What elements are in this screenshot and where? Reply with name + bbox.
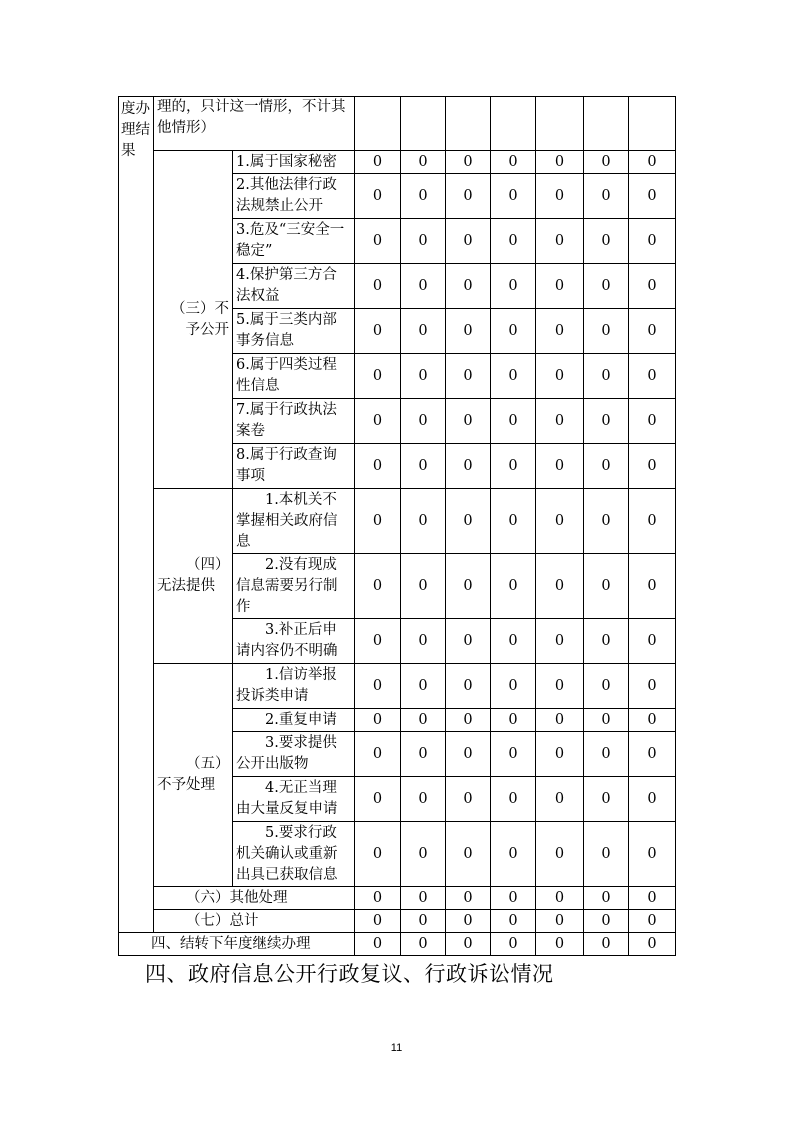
value-cell: 0: [491, 219, 536, 264]
value-cell: 0: [584, 444, 629, 489]
value-cell: 0: [536, 664, 584, 709]
value-cell: 0: [584, 664, 629, 709]
table-cell: [401, 97, 446, 151]
value-cell: 0: [536, 933, 584, 956]
table-cell: [355, 97, 401, 151]
value-cell: 0: [491, 732, 536, 777]
value-cell: 0: [584, 399, 629, 444]
row-label: 1.信访举报投诉类申请: [233, 664, 355, 709]
value-cell: 0: [629, 554, 676, 619]
value-cell: 0: [401, 399, 446, 444]
value-cell: 0: [584, 554, 629, 619]
value-cell: 0: [401, 354, 446, 399]
value-cell: 0: [446, 354, 491, 399]
table-row: [119, 910, 676, 933]
value-cell: 0: [355, 444, 401, 489]
value-cell: 0: [446, 709, 491, 732]
value-cell: 0: [401, 933, 446, 956]
value-cell: 0: [355, 151, 401, 174]
value-cell: 0: [629, 174, 676, 219]
value-cell: 0: [355, 554, 401, 619]
value-cell: 0: [446, 444, 491, 489]
value-cell: 0: [401, 151, 446, 174]
value-cell: 0: [629, 619, 676, 664]
row-label: 1.属于国家秘密: [233, 151, 355, 174]
value-cell: 0: [401, 732, 446, 777]
value-cell: 0: [446, 619, 491, 664]
row-label: 2.没有现成信息需要另行制作: [233, 554, 355, 619]
value-cell: 0: [629, 664, 676, 709]
value-cell: 0: [629, 732, 676, 777]
value-cell: 0: [355, 732, 401, 777]
value-cell: 0: [536, 554, 584, 619]
value-cell: 0: [491, 309, 536, 354]
value-cell: 0: [536, 264, 584, 309]
row-label: 2.重复申请: [233, 709, 355, 732]
value-cell: 0: [355, 174, 401, 219]
value-cell: 0: [629, 910, 676, 933]
value-cell: 0: [401, 822, 446, 887]
table-row: [119, 664, 676, 709]
table-cell: [629, 97, 676, 151]
value-cell: 0: [584, 910, 629, 933]
value-cell: 0: [355, 309, 401, 354]
row-label: 1.本机关不掌握相关政府信息: [233, 489, 355, 554]
row-label: 5.属于三类内部事务信息: [233, 309, 355, 354]
value-cell: 0: [401, 309, 446, 354]
value-cell: 0: [491, 399, 536, 444]
value-cell: 0: [401, 444, 446, 489]
value-cell: 0: [446, 887, 491, 910]
value-cell: 0: [536, 822, 584, 887]
value-cell: 0: [491, 822, 536, 887]
value-cell: 0: [401, 910, 446, 933]
value-cell: 0: [355, 709, 401, 732]
value-cell: 0: [446, 264, 491, 309]
value-cell: 0: [536, 444, 584, 489]
value-cell: 0: [401, 619, 446, 664]
value-cell: 0: [629, 822, 676, 887]
row-label: 3.危及“三安全一稳定”: [233, 219, 355, 264]
group-label: （五）不予处理: [154, 664, 233, 887]
value-cell: 0: [536, 732, 584, 777]
value-cell: 0: [536, 887, 584, 910]
value-cell: 0: [629, 219, 676, 264]
value-cell: 0: [584, 151, 629, 174]
row-label: （七）总计: [154, 910, 355, 933]
value-cell: 0: [536, 219, 584, 264]
value-cell: 0: [491, 709, 536, 732]
page-number: 11: [390, 1042, 403, 1054]
value-cell: 0: [491, 777, 536, 822]
value-cell: 0: [584, 822, 629, 887]
value-cell: 0: [536, 399, 584, 444]
value-cell: 0: [584, 732, 629, 777]
value-cell: 0: [446, 174, 491, 219]
value-cell: 0: [355, 354, 401, 399]
value-cell: 0: [401, 554, 446, 619]
value-cell: 0: [491, 933, 536, 956]
table-row: [119, 151, 676, 174]
value-cell: 0: [629, 309, 676, 354]
value-cell: 0: [446, 309, 491, 354]
value-cell: 0: [491, 489, 536, 554]
row-label: 2.其他法律行政法规禁止公开: [233, 174, 355, 219]
value-cell: 0: [491, 887, 536, 910]
value-cell: 0: [446, 777, 491, 822]
value-cell: 0: [629, 444, 676, 489]
value-cell: 0: [401, 264, 446, 309]
value-cell: 0: [446, 554, 491, 619]
table-row: [119, 489, 676, 554]
table-cell: [536, 97, 584, 151]
value-cell: 0: [629, 777, 676, 822]
value-cell: 0: [446, 151, 491, 174]
value-cell: 0: [536, 619, 584, 664]
row-label: 3.要求提供公开出版物: [233, 732, 355, 777]
value-cell: 0: [491, 264, 536, 309]
statistics-table: [118, 96, 676, 956]
value-cell: 0: [355, 664, 401, 709]
value-cell: 0: [584, 777, 629, 822]
table-cell: [446, 97, 491, 151]
value-cell: 0: [446, 910, 491, 933]
value-cell: 0: [536, 777, 584, 822]
value-cell: 0: [536, 151, 584, 174]
value-cell: 0: [446, 489, 491, 554]
value-cell: 0: [584, 887, 629, 910]
value-cell: 0: [355, 822, 401, 887]
value-cell: 0: [401, 887, 446, 910]
table-cell: [491, 97, 536, 151]
value-cell: 0: [629, 354, 676, 399]
row-label: 四、结转下年度继续办理: [119, 933, 355, 956]
value-cell: 0: [491, 151, 536, 174]
value-cell: 0: [491, 444, 536, 489]
value-cell: 0: [491, 174, 536, 219]
value-cell: 0: [536, 709, 584, 732]
value-cell: 0: [355, 619, 401, 664]
table-row: [119, 933, 676, 956]
row-label: （六）其他处理: [154, 887, 355, 910]
value-cell: 0: [401, 489, 446, 554]
continuation-label: 理的，只计这一情形，不计其他情形）: [154, 97, 355, 151]
value-cell: 0: [491, 354, 536, 399]
value-cell: 0: [355, 264, 401, 309]
value-cell: 0: [584, 619, 629, 664]
value-cell: 0: [536, 309, 584, 354]
table-row: [119, 887, 676, 910]
outer-category-label: 度办理结果: [119, 97, 154, 933]
value-cell: 0: [355, 887, 401, 910]
value-cell: 0: [355, 910, 401, 933]
value-cell: 0: [536, 489, 584, 554]
value-cell: 0: [584, 174, 629, 219]
group-label: （三）不予公开: [154, 151, 233, 489]
value-cell: 0: [629, 399, 676, 444]
row-label: 7.属于行政执法案卷: [233, 399, 355, 444]
value-cell: 0: [584, 219, 629, 264]
value-cell: 0: [536, 174, 584, 219]
value-cell: 0: [401, 709, 446, 732]
table-cell: [584, 97, 629, 151]
value-cell: 0: [584, 354, 629, 399]
row-label: 3.补正后申请内容仍不明确: [233, 619, 355, 664]
value-cell: 0: [536, 354, 584, 399]
value-cell: 0: [629, 264, 676, 309]
value-cell: 0: [446, 219, 491, 264]
value-cell: 0: [446, 732, 491, 777]
value-cell: 0: [401, 219, 446, 264]
value-cell: 0: [491, 910, 536, 933]
value-cell: 0: [629, 933, 676, 956]
value-cell: 0: [355, 489, 401, 554]
value-cell: 0: [629, 887, 676, 910]
value-cell: 0: [584, 309, 629, 354]
value-cell: 0: [446, 664, 491, 709]
value-cell: 0: [584, 489, 629, 554]
value-cell: 0: [401, 664, 446, 709]
value-cell: 0: [629, 151, 676, 174]
value-cell: 0: [355, 399, 401, 444]
value-cell: 0: [446, 933, 491, 956]
section-heading: 四、政府信息公开行政复议、行政诉讼情况: [145, 962, 554, 986]
row-label: 8.属于行政查询事项: [233, 444, 355, 489]
row-label: 4.保护第三方合法权益: [233, 264, 355, 309]
value-cell: 0: [355, 219, 401, 264]
table-row: [119, 97, 676, 151]
value-cell: 0: [491, 664, 536, 709]
row-label: 5.要求行政机关确认或重新出具已获取信息: [233, 822, 355, 887]
value-cell: 0: [584, 933, 629, 956]
value-cell: 0: [355, 777, 401, 822]
value-cell: 0: [355, 933, 401, 956]
value-cell: 0: [584, 264, 629, 309]
value-cell: 0: [629, 709, 676, 732]
value-cell: 0: [536, 910, 584, 933]
value-cell: 0: [584, 709, 629, 732]
row-label: 4.无正当理由大量反复申请: [233, 777, 355, 822]
value-cell: 0: [401, 777, 446, 822]
value-cell: 0: [446, 822, 491, 887]
group-label: （四）无法提供: [154, 489, 233, 664]
value-cell: 0: [446, 399, 491, 444]
row-label: 6.属于四类过程性信息: [233, 354, 355, 399]
value-cell: 0: [401, 174, 446, 219]
value-cell: 0: [629, 489, 676, 554]
value-cell: 0: [491, 554, 536, 619]
value-cell: 0: [491, 619, 536, 664]
